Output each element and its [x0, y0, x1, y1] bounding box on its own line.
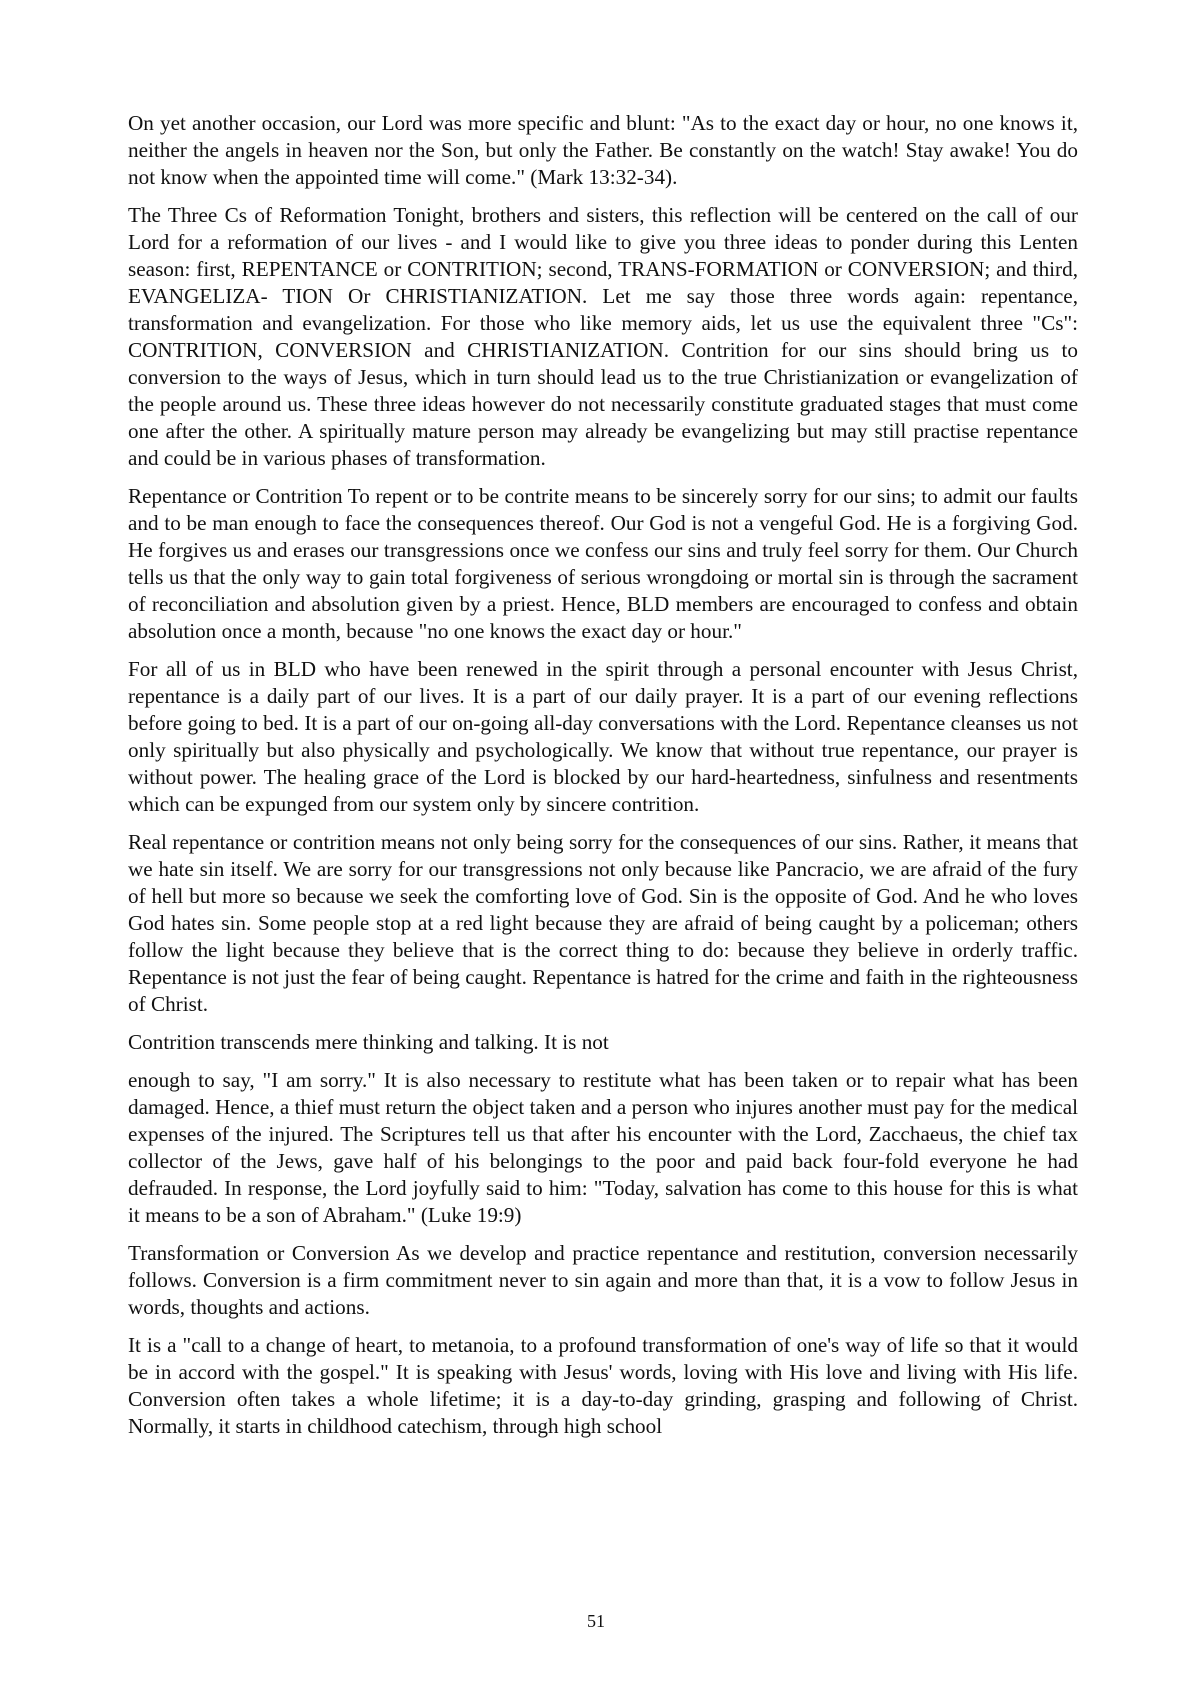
paragraph-real-repentance: Real repentance or contrition means not only being sorry for the consequences of our sins. Rather, it means that we hate sin itself. We are sorry for our transgressions not only because like Pancracio, we are afraid of the fury of hell but more so because we seek the comforting love of God. Sin is the opposite of God. And he who loves God hates sin. Some people stop at a red light because they are afraid of being caught by a policeman; others follow the light because they believe that is the correct thing to do: because they believe in orderly traffic. Repentance is not just the fear of being caught. Repentance is hatred for the crime and faith in the righteousness of Christ. [128, 830, 1078, 1016]
paragraph-transformation-conversion: Transformation or Conversion As we develop and practice repentance and restitution, conversion necessarily follows. Conversion is a firm commitment never to sin again and more than that, it is a vow to follow Jesus in words, thoughts and actions. [128, 1241, 1078, 1319]
paragraph-mark-quote: On yet another occasion, our Lord was more specific and blunt: "As to the exact day or hour, no one knows it, neither the angels in heaven nor the Son, but only the Father. Be constantly on the watch! Stay awake! You do not know when the appointed time will come." (Mark 13:32-34). [128, 111, 1078, 189]
paragraph-restitution: enough to say, "I am sorry." It is also necessary to restitute what has been taken or to repair what has been damaged. Hence, a thief must return the object taken and a person who injures another must pay for the medical expenses of the injured. The Scriptures tell us that after his encounter with the Lord, Zacchaeus, the chief tax collector of the Jews, gave half of his belongings to the poor and paid back four-fold everyone he had defrauded. In response, the Lord joyfully said to him: "Today, salvation has come to this house for this is what it means to be a son of Abraham." (Luke 19:9) [128, 1068, 1078, 1227]
paragraph-contrition-transcends: Contrition transcends mere thinking and talking. It is not [128, 1030, 609, 1054]
paragraph-change-of-heart: It is a "call to a change of heart, to metanoia, to a profound transformation of one's way of life so that it would be in accord with the gospel." It is speaking with Jesus' words, loving with His love and living with His life. Conversion often takes a whole lifetime; it is a day-to-day grinding, grasping and following of Christ. Normally, it starts in childhood catechism, through high school [128, 1333, 1078, 1438]
paragraph-bld-repentance: For all of us in BLD who have been renewed in the spirit through a personal encounter with Jesus Christ, repentance is a daily part of our lives. It is a part of our daily prayer. It is a part of our evening reflections before going to bed. It is a part of our on-going all-day conversations with the Lord. Repentance cleanses us not only spiritually but also physically and psychologically. We know that without true repentance, our prayer is without power. The healing grace of the Lord is blocked by our hard-heartedness, sinfulness and resentments which can be expunged from our system only by sincere contrition. [128, 657, 1078, 816]
document-page [128, 110, 1078, 1451]
page-number: 51 [587, 1611, 605, 1631]
paragraph-repentance-contrition: Repentance or Contrition To repent or to be contrite means to be sincerely sorry for our sins; to admit our faults and to be man enough to face the consequences thereof. Our God is not a vengeful God. He is a forgiving God. He forgives us and erases our transgressions once we confess our sins and truly feel sorry for them. Our Church tells us that the only way to gain total forgiveness of serious wrongdoing or mortal sin is through the sacrament of reconciliation and absolution given by a priest. Hence, BLD members are encouraged to confess and obtain absolution once a month, because "no one knows the exact day or hour." [128, 484, 1078, 643]
paragraph-three-cs: The Three Cs of Reformation Tonight, brothers and sisters, this reflection will be centered on the call of our Lord for a reformation of our lives - and I would like to give you three ideas to ponder during this Lenten season: first, REPENTANCE or CONTRITION; second, TRANS-FORMATION or CONVERSION; and third, EVANGELIZA- TION Or CHRISTIANIZATION. Let me say those three words again: repentance, transformation and evangelization. For those who like memory aids, let us use the equivalent three "Cs": CONTRITION, CONVERSION and CHRISTIANIZATION. Contrition for our sins should bring us to conversion to the ways of Jesus, which in turn should lead us to the true Christianization or evangelization of the people around us. These three ideas however do not necessarily constitute graduated stages that must come one after the other. A spiritually mature person may already be evangelizing but may still practise repentance and could be in various phases of transformation. [128, 203, 1078, 470]
